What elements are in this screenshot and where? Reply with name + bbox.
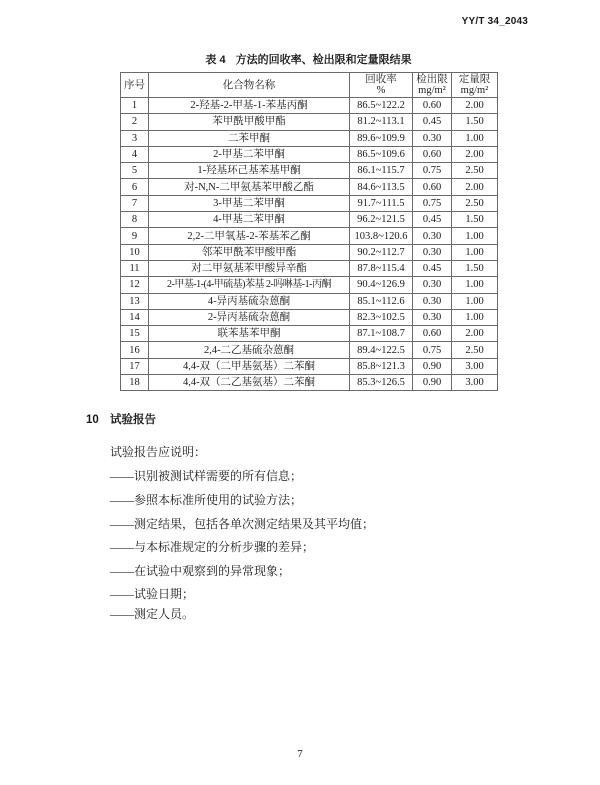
compound-name: 对二甲氨基苯甲酸异辛酯 [149,260,350,276]
row-number: 12 [121,277,149,293]
recovery-range: 89.4~122.5 [350,342,413,358]
compound-name: 2-甲基二苯甲酮 [149,146,350,162]
table-row [121,98,498,114]
row-number: 3 [121,130,149,146]
section-number: 10 [86,414,99,426]
recovery-range: 82.3~102.5 [350,309,413,325]
section-heading [86,411,156,427]
row-number: 18 [121,375,149,391]
recovery-range: 85.1~112.6 [350,293,413,309]
table-caption-title: 方法的回收率、检出限和定量限结果 [235,54,412,66]
recovery-range: 90.2~112.7 [350,244,413,260]
detection-limit: 0.45 [413,114,452,130]
report-item: ——参照本标准所使用的试验方法； [110,493,303,507]
row-number: 4 [121,146,149,162]
row-number: 8 [121,212,149,228]
report-item: ——与本标准规定的分析步骤的差异； [110,540,315,554]
row-number: 1 [121,98,149,114]
quantitation-limit: 1.00 [452,293,498,309]
recovery-range: 89.6~109.9 [350,130,413,146]
table-row [121,146,498,162]
table-row [121,163,498,179]
table-row [121,277,498,293]
detection-limit: 0.60 [413,146,452,162]
recovery-range: 91.7~111.5 [350,195,413,211]
column-header-number: 序号 [121,73,149,98]
recovery-range: 96.2~121.5 [350,212,413,228]
detection-limit: 0.75 [413,195,452,211]
table-caption [120,51,497,67]
recovery-range: 86.5~109.6 [350,146,413,162]
table-row [121,212,498,228]
table-row [121,195,498,211]
quantitation-limit: 2.50 [452,342,498,358]
row-number: 2 [121,114,149,130]
report-item: ——测定结果，包括各单次测定结果及其平均值； [110,517,375,531]
compound-name: 二苯甲酮 [149,130,350,146]
detection-limit: 0.30 [413,309,452,325]
table-row [121,244,498,260]
compound-name: 2,2-二甲氧基-2-苯基苯乙酮 [149,228,350,244]
row-number: 13 [121,293,149,309]
detection-limit: 0.75 [413,342,452,358]
detection-limit: 0.30 [413,244,452,260]
detection-limit: 0.30 [413,293,452,309]
compound-name: 2-异丙基硫杂蒽酮 [149,309,350,325]
quantitation-limit: 2.00 [452,326,498,342]
quantitation-limit: 2.00 [452,179,498,195]
row-number: 17 [121,358,149,374]
standard-code: YY/T 34_2043 [461,16,528,27]
column-header-detection-limit: 检出限 mg/m² [413,73,452,98]
table-header-row [121,73,498,98]
compound-name: 2-羟基-2-甲基-1-苯基丙酮 [149,98,350,114]
row-number: 10 [121,244,149,260]
quantitation-limit: 1.50 [452,114,498,130]
quantitation-limit: 3.00 [452,375,498,391]
compound-name: 联苯基苯甲酮 [149,326,350,342]
quantitation-limit: 1.00 [452,130,498,146]
table-row [121,228,498,244]
recovery-range: 86.5~122.2 [350,98,413,114]
quantitation-limit: 3.00 [452,358,498,374]
recovery-range: 85.3~126.5 [350,375,413,391]
quantitation-limit: 1.00 [452,244,498,260]
detection-limit: 0.90 [413,375,452,391]
row-number: 11 [121,260,149,276]
quantitation-limit: 2.50 [452,195,498,211]
compound-name: 4-甲基二苯甲酮 [149,212,350,228]
quantitation-limit: 1.00 [452,228,498,244]
table-row [121,309,498,325]
report-item: ——识别被测试样需要的所有信息； [110,469,303,483]
table-row [121,179,498,195]
detection-limit: 0.60 [413,326,452,342]
quantitation-limit: 1.50 [452,212,498,228]
compound-name: 4,4-双（二甲基氨基）二苯酮 [149,358,350,374]
compound-name: 2-甲基-1-(4-甲硫基)苯基 2-吗啉基-1-丙酮 [149,277,350,293]
table-row [121,293,498,309]
report-item: ——试验日期； [110,587,195,601]
column-header-quantitation-limit: 定量限 mg/m² [452,73,498,98]
row-number: 7 [121,195,149,211]
row-number: 16 [121,342,149,358]
report-intro: 试验报告应说明： [110,445,207,459]
compound-name: 4-异丙基硫杂蒽酮 [149,293,350,309]
table-row [121,375,498,391]
row-number: 15 [121,326,149,342]
compound-name: 3-甲基二苯甲酮 [149,195,350,211]
table-row [121,114,498,130]
report-item: ——在试验中观察到的异常现象； [110,564,291,578]
recovery-range: 86.1~115.7 [350,163,413,179]
table-row [121,326,498,342]
compound-name: 2,4-二乙基硫杂蒽酮 [149,342,350,358]
detection-limit: 0.30 [413,130,452,146]
results-table [120,72,498,391]
detection-limit: 0.45 [413,212,452,228]
recovery-range: 85.8~121.3 [350,358,413,374]
row-number: 9 [121,228,149,244]
column-header-compound: 化合物名称 [149,73,350,98]
table-row [121,358,498,374]
table-caption-label: 表 4 [205,54,226,66]
recovery-range: 90.4~126.9 [350,277,413,293]
table-row [121,342,498,358]
compound-name: 苯甲酰甲酸甲酯 [149,114,350,130]
table-row [121,130,498,146]
detection-limit: 0.45 [413,260,452,276]
quantitation-limit: 1.00 [452,309,498,325]
compound-name: 邻苯甲酰苯甲酸甲酯 [149,244,350,260]
quantitation-limit: 2.50 [452,163,498,179]
detection-limit: 0.60 [413,98,452,114]
detection-limit: 0.60 [413,179,452,195]
table-row [121,260,498,276]
recovery-range: 87.8~115.4 [350,260,413,276]
detection-limit: 0.30 [413,228,452,244]
quantitation-limit: 2.00 [452,146,498,162]
section-title: 试验报告 [110,414,156,426]
column-header-recovery: 回收率 % [350,73,413,98]
page-number: 7 [297,748,303,760]
compound-name: 对-N,N-二甲氨基苯甲酸乙酯 [149,179,350,195]
compound-name: 1-羟基环己基苯基甲酮 [149,163,350,179]
recovery-range: 81.2~113.1 [350,114,413,130]
recovery-range: 103.8~120.6 [350,228,413,244]
row-number: 6 [121,179,149,195]
detection-limit: 0.30 [413,277,452,293]
row-number: 14 [121,309,149,325]
quantitation-limit: 1.00 [452,277,498,293]
recovery-range: 87.1~108.7 [350,326,413,342]
report-item: ——测定人员。 [110,607,195,621]
quantitation-limit: 2.00 [452,98,498,114]
recovery-range: 84.6~113.5 [350,179,413,195]
detection-limit: 0.90 [413,358,452,374]
quantitation-limit: 1.50 [452,260,498,276]
detection-limit: 0.75 [413,163,452,179]
row-number: 5 [121,163,149,179]
compound-name: 4,4-双（二乙基氨基）二苯酮 [149,375,350,391]
